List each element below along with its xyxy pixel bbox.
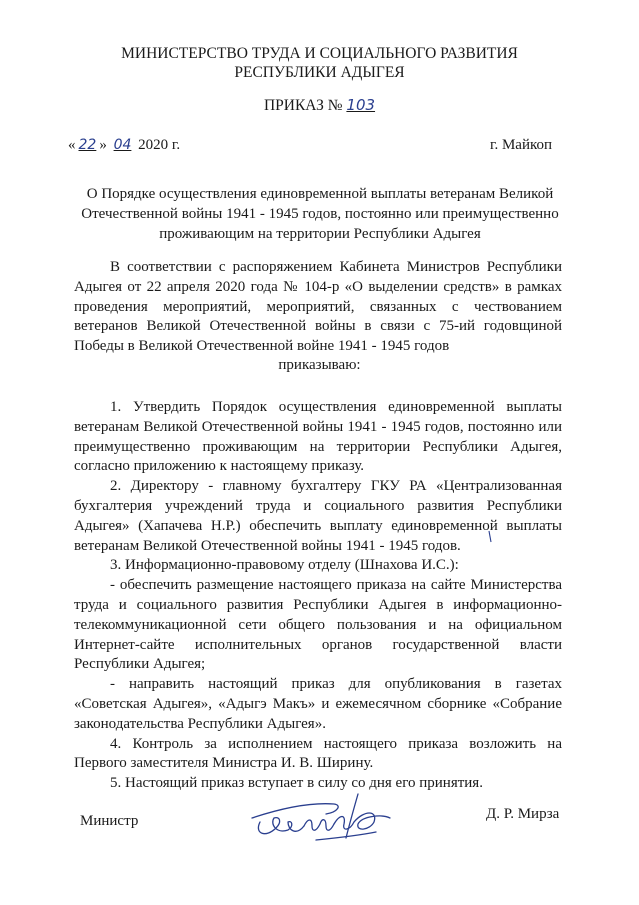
- city: г. Майкоп: [490, 137, 553, 153]
- order-item-3-bullet-2: - направить настоящий приказ для опубликования в газетах «Советская Адыгея», «Адыгэ Макъ» и ежемесячном сборнике «Собрание законодательства Республики Адыгея».: [74, 676, 562, 732]
- order-item-1: 1. Утвердить Порядок осуществления единовременной выплаты ветеранам Великой Отечественной войны 1941 - 1945 годов, постоянно или преимущественно проживающим на территории Республики Адыгея, согласно приложению к настоящему приказу.: [74, 399, 562, 475]
- subject-line-2: Отечественной войны 1941 - 1945 годов, постоянно или преимущественно: [81, 206, 559, 222]
- order-date: [68, 137, 180, 154]
- order-subject: [60, 184, 580, 244]
- date-open-quote: «: [68, 137, 76, 153]
- signature: [246, 788, 396, 850]
- date-month: 04: [113, 137, 132, 153]
- ministry-line-1: МИНИСТЕРСТВО ТРУДА И СОЦИАЛЬНОГО РАЗВИТИЯ: [121, 45, 518, 62]
- pen-mark: [486, 530, 494, 544]
- order-number: 103: [346, 96, 376, 114]
- signatory-name: Д. Р. Мирза: [486, 806, 560, 822]
- order-items: [74, 398, 562, 794]
- order-title: [0, 96, 639, 115]
- subject-line-3: проживающим на территории Республики Адыгея: [159, 226, 481, 242]
- order-item-4: 4. Контроль за исполнением настоящего приказа возложить на Первого заместителя Министра И. В. Ширину.: [74, 735, 562, 772]
- preamble: [74, 258, 562, 357]
- date-day: 22: [78, 137, 97, 153]
- ministry-line-2: РЕСПУБЛИКИ АДЫГЕЯ: [234, 64, 405, 81]
- order-item-5: 5. Настоящий приказ вступает в силу со дня его принятия.: [110, 775, 483, 792]
- subject-line-1: О Порядке осуществления единовременной выплаты ветеранам Великой: [86, 186, 554, 202]
- order-item-3: 3. Информационно-правовому отделу (Шнахова И.С.):: [110, 557, 459, 574]
- date-year: 2020 г.: [138, 137, 181, 153]
- date-close-quote: »: [99, 137, 107, 153]
- order-word: приказываю:: [278, 357, 361, 373]
- preamble-text: В соответствии с распоряжением Кабинета Министров Республики Адыгея от 22 апреля 2020 года № 104-р «О выделении средств» в рамках проведения мероприятий, мероприятий, связанных с чествованием ветеранов Великой Отечественной войны в связи с 75-ий годовщиной Победы в Великой Отечественной войне 1941 - 1945 годов: [74, 259, 562, 355]
- order-item-2: 2. Директору - главному бухгалтеру ГКУ РА «Централизованная бухгалтерия учреждений труда и социального развития Республики Адыгея» (Хапачева Н.Р.) обеспечить выплату единовременной выплаты ветеранам Великой Отечественной войны 1941 - 1945 годов.: [74, 478, 562, 554]
- order-label: ПРИКАЗ №: [263, 97, 343, 114]
- signatory-title: Министр: [80, 813, 139, 829]
- order-item-3-bullet-1: - обеспечить размещение настоящего приказа на сайте Министерства труда и социального развития Республики Адыгея в информационно-телекоммуникационной сети общего пользования и на официальном Интернет-сайте исполнительных органов государственной власти Республики Адыгея;: [74, 577, 562, 673]
- ministry-header: [0, 44, 639, 82]
